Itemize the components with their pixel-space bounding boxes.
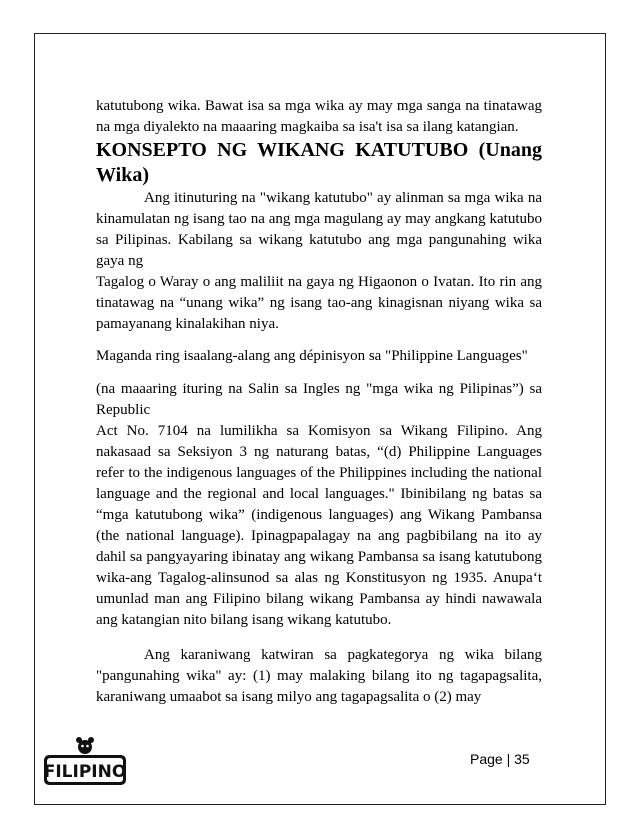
logo-wordmark: FILIPINO — [43, 762, 127, 782]
paragraph-3b: Act No. 7104 na lumilikha sa Komisyon sa Wikang Filipino. Ang nakasaad sa Seksiyon 3 ng naturang batas, “(d) Philippine Languages refer to the indigenous languages of the Philippines including the national language and the regional and local languages." Ibinibilang ng batas sa “mga katutubong wika” (indigenous languages) ang Wikang Pambansa (the national language). Ipinagpapalagay na ang pagbibilang na ito ay dahil sa pangyayaring ibinatay ang wikang Pambansa sa isang katutubong wika-ang Tagalog-alinsunod sa alas ng Konstitusyon ng 1935. Anupa‘t umunlad man ang Filipino bilang wikang Pambansa ay hindi nawawala ang katangian nito bilang isang wikang katutubo. — [96, 423, 542, 628]
filipino-logo-icon — [42, 735, 128, 795]
paragraph-3a: (na maaaring ituring na Salin sa Ingles ng "mga wika ng Pilipinas”) sa Republic — [96, 381, 542, 418]
paragraph-1a: Ang itinuturing na "wikang katutubo" ay alinman sa mga wika na kinamulatan ng isang tao na ang mga magulang ay may angkang katutubo sa Pilipinas. Kabilang sa wikang katutubo ang mga pangunahing wika gaya ng — [96, 190, 542, 269]
page-number: Page | 35 — [470, 751, 530, 767]
filipino-logo — [42, 735, 128, 795]
paragraph-4: Ang karaniwang katwiran sa pagkategorya ng wika bilang "pangunahing wika" ay: (1) may malaking bilang ito ng tagapagsalita, karaniwang umaabot sa isang milyo ang tagapagsalita o (2) may — [96, 647, 542, 705]
top-border-rule — [34, 33, 606, 34]
section-heading: KONSEPTO NG WIKANG KATUTUBO (Unang Wika) — [96, 139, 542, 186]
paragraph-2: Maganda ring isaalang-alang ang dépinisyon sa "Philippine Languages" — [96, 348, 528, 364]
intro-paragraph: katutubong wika. Bawat isa sa mga wika ay may mga sanga na tinatawag na mga diyalekto na maaaring magkaiba sa isa't isa sa ilang katangian. — [96, 98, 542, 135]
paragraph-1b: Tagalog o Waray o ang maliliit na gaya ng Higaonon o Ivatan. Ito rin ang tinatawag na “unang wika” ng isang tao-ang kinagisnan niyang wika sa pamayanang kinalakihan niya. — [96, 274, 542, 332]
document-body — [96, 96, 542, 708]
left-border-rule — [34, 33, 35, 805]
bottom-border-rule — [34, 804, 606, 805]
right-border-rule — [605, 33, 606, 805]
